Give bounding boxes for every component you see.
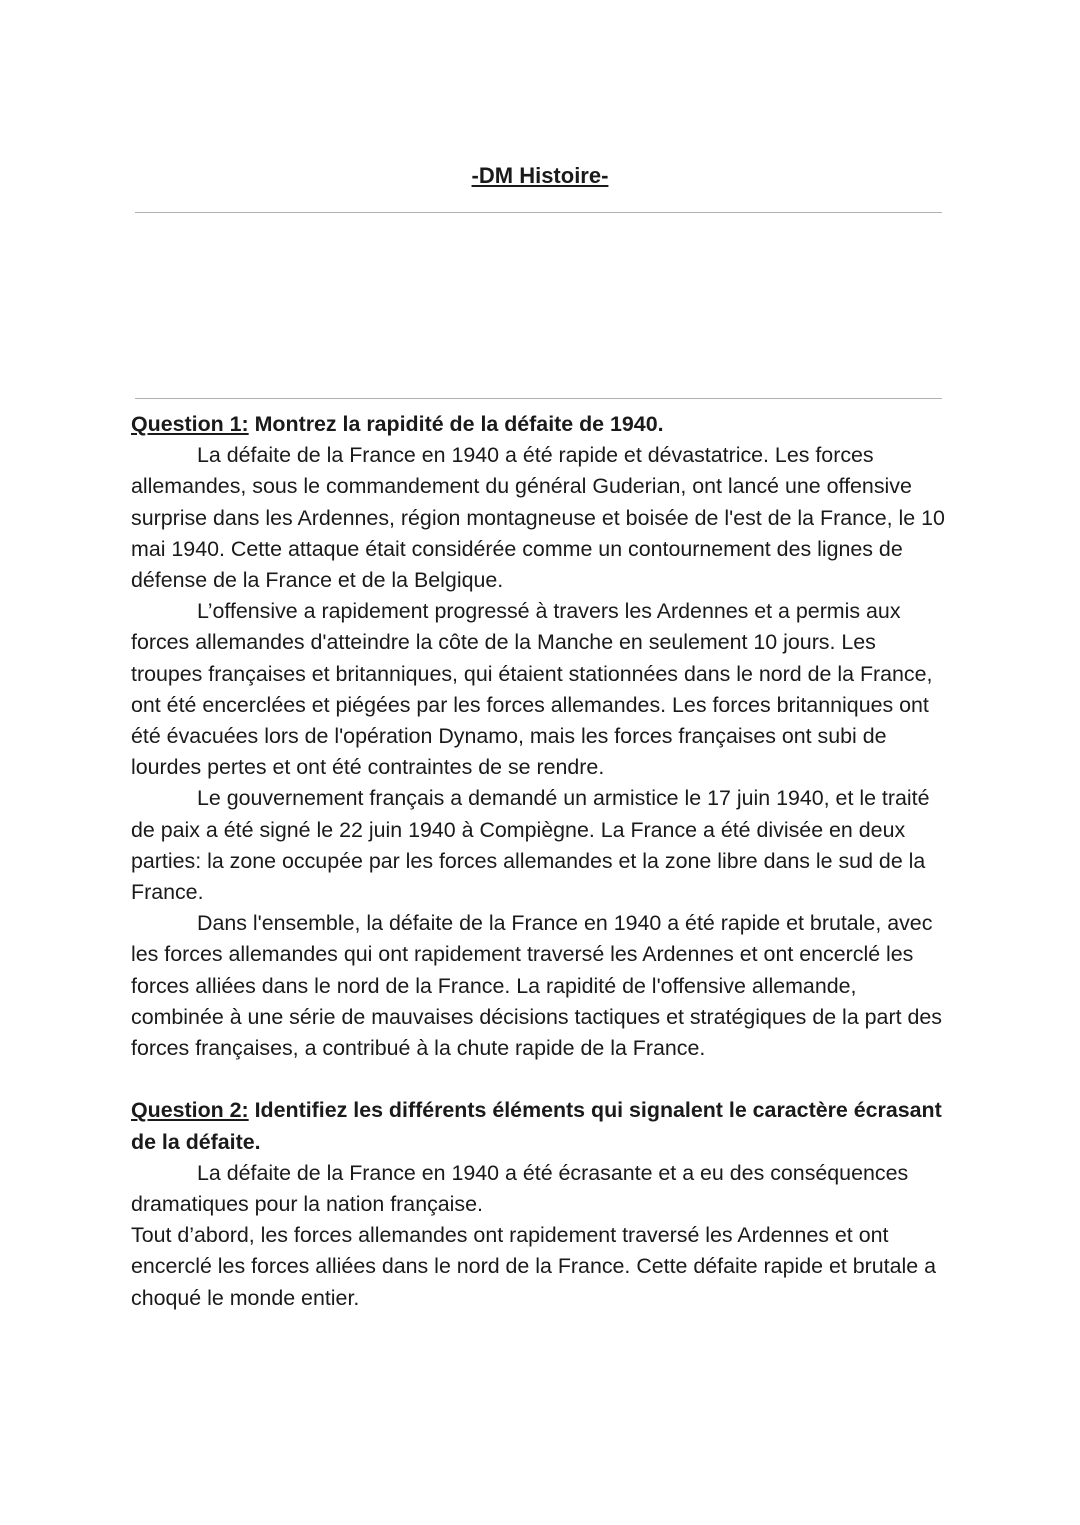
document-title: -DM Histoire-	[471, 163, 609, 188]
question-2-section	[131, 1095, 951, 1313]
question-2-paragraph-1: La défaite de la France en 1940 a été écrasante et a eu des conséquences dramatiques pour la nation française.	[131, 1160, 909, 1217]
section-spacer	[131, 1064, 951, 1095]
question-1-heading	[131, 409, 951, 440]
question-1-label: Question 1:	[131, 412, 249, 436]
document-body	[131, 409, 951, 1314]
question-2-text: Identifiez les différents éléments qui signalent le caractère écrasant de la défaite.	[131, 1098, 942, 1154]
question-2-paragraph-2: Tout d’abord, les forces allemandes ont rapidement traversé les Ardennes et ont encerclé les forces alliées dans le nord de la France. Cette défaite rapide et brutale a choqué le monde entier.	[131, 1223, 936, 1310]
question-1-paragraph-3: Le gouvernement français a demandé un armistice le 17 juin 1940, et le traité de paix a été signé le 22 juin 1940 à Compiègne. La France a été divisée en deux parties: la zone occupée par les forces allemandes et la zone libre dans le sud de la France.	[131, 786, 930, 905]
question-2-heading	[131, 1095, 951, 1157]
question-1-text: Montrez la rapidité de la défaite de 1940.	[248, 412, 664, 436]
question-1-paragraph-2: L’offensive a rapidement progressé à travers les Ardennes et a permis aux forces allemandes d'atteindre la côte de la Manche en seulement 10 jours. Les troupes françaises et britanniques, qui étaient stationnées dans le nord de la France, ont été encerclées et piégées par les forces allemandes. Les forces britanniques ont été évacuées lors de l'opération Dynamo, mais les forces françaises ont subi de lourdes pertes et ont été contraintes de se rendre.	[131, 599, 933, 780]
question-1-section	[131, 409, 951, 1064]
question-2-label: Question 2:	[131, 1098, 249, 1123]
top-divider	[135, 212, 942, 213]
question-1-paragraph-1: La défaite de la France en 1940 a été rapide et dévastatrice. Les forces allemandes, sous le commandement du général Guderian, ont lancé une offensive surprise dans les Ardennes, région montagneuse et boisée de l'est de la France, le 10 mai 1940. Cette attaque était considérée comme un contournement des lignes de défense de la France et de la Belgique.	[131, 443, 945, 593]
question-1-paragraph-4: Dans l'ensemble, la défaite de la France en 1940 a été rapide et brutale, avec les forces allemandes qui ont rapidement traversé les Ardennes et ont encerclé les forces alliées dans le nord de la France. La rapidité de l'offensive allemande, combinée à une série de mauvaises décisions tactiques et stratégiques de la part des forces françaises, a contribué à la chute rapide de la France.	[131, 911, 942, 1061]
header-bottom-divider	[135, 398, 942, 399]
